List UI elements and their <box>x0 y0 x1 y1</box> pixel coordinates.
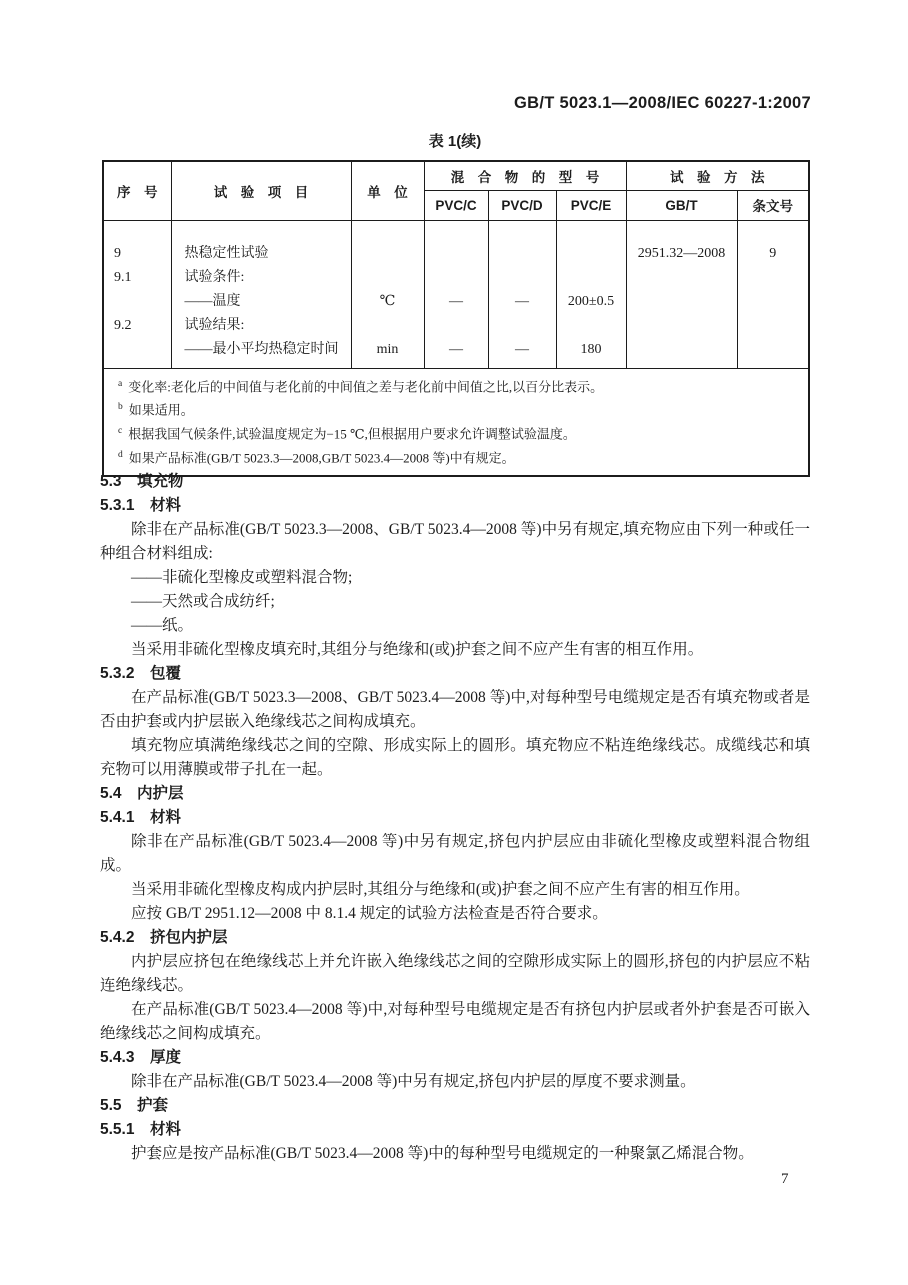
page-number: 7 <box>781 1171 789 1187</box>
cell-pvc-c: — — <box>424 220 488 368</box>
paragraph: 内护层应挤包在绝缘线芯上并允许嵌入绝缘线芯之间的空隙形成实际上的圆形,挤包的内护层应不粘连绝缘线芯。 <box>100 953 810 994</box>
section-heading-5-3: 5.3 填充物 <box>100 473 184 490</box>
col-header-item: 试 验 项 目 <box>171 161 351 220</box>
footnote-marker: c <box>118 426 123 437</box>
list-item: ——天然或合成纺纤; <box>131 593 275 610</box>
section-heading-5-3-1: 5.3.1 材料 <box>100 497 181 514</box>
paragraph: 当采用非硫化型橡皮构成内护层时,其组分与绝缘和(或)护套之间不应产生有害的相互作用。 <box>131 881 750 898</box>
footnote-text: 如果适用。 <box>128 402 194 418</box>
list-item: ——纸。 <box>131 617 194 634</box>
footnote-marker: d <box>118 449 123 460</box>
section-heading-5-4-3: 5.4.3 厚度 <box>100 1049 181 1066</box>
table-row <box>103 220 809 368</box>
cell-gbt: 2951.32—2008 <box>626 220 737 368</box>
cell-seq: 9 9.1 9.2 <box>103 220 171 368</box>
body-text <box>100 470 810 1166</box>
col-header-method-group: 试 验 方 法 <box>626 161 809 190</box>
paragraph: 填充物应填满绝缘线芯之间的空隙、形成实际上的圆形。填充物应不粘连绝缘线芯。成缆线芯和填充物可以用薄膜或带子扎在一起。 <box>100 737 810 778</box>
paragraph: 护套应是按产品标准(GB/T 5023.4—2008 等)中的每种型号电缆规定的一种聚氯乙烯混合物。 <box>131 1145 754 1162</box>
col-header-pvc-c: PVC/C <box>424 190 488 220</box>
col-header-pvc-d: PVC/D <box>488 190 556 220</box>
section-heading-5-5-1: 5.5.1 材料 <box>100 1121 181 1138</box>
test-methods-table <box>102 160 810 477</box>
table-footnote <box>118 397 794 421</box>
col-header-gbt: GB/T <box>626 190 737 220</box>
section-heading-5-4: 5.4 内护层 <box>100 785 184 802</box>
cell-item: 热稳定性试验 试验条件: ——温度 试验结果: ——最小平均热稳定时间 <box>171 220 351 368</box>
cell-pvc-e: 200±0.5 180 <box>556 220 626 368</box>
footnote-text: 变化率:老化后的中间值与老化前的中间值之差与老化前中间值之比,以百分比表示。 <box>128 378 604 394</box>
col-header-unit: 单 位 <box>351 161 424 220</box>
footnote-text: 如果产品标准(GB/T 5023.3—2008,GB/T 5023.4—2008 等)中有规定。 <box>128 450 515 466</box>
section-heading-5-5: 5.5 护套 <box>100 1097 169 1114</box>
section-heading-5-3-2: 5.3.2 包覆 <box>100 665 181 682</box>
paragraph: 当采用非硫化型橡皮填充时,其组分与绝缘和(或)护套之间不应产生有害的相互作用。 <box>131 641 704 658</box>
table-footnote <box>118 374 794 398</box>
footnote-marker: b <box>118 402 123 413</box>
list-item: ——非硫化型橡皮或塑料混合物; <box>131 569 353 586</box>
table-footnotes-row <box>103 368 809 476</box>
paragraph: 应按 GB/T 2951.12—2008 中 8.1.4 规定的试验方法检查是否符合要求。 <box>131 905 608 922</box>
paragraph: 除非在产品标准(GB/T 5023.4—2008 等)中另有规定,挤包内护层的厚度不要求测量。 <box>131 1073 696 1090</box>
col-header-clause: 条文号 <box>737 190 809 220</box>
cell-unit: ℃ min <box>351 220 424 368</box>
section-heading-5-4-2: 5.4.2 挤包内护层 <box>100 929 228 946</box>
table-title: 表 1(续) <box>428 133 482 150</box>
col-header-mixture-group: 混 合 物 的 型 号 <box>424 161 626 190</box>
paragraph: 在产品标准(GB/T 5023.3—2008、GB/T 5023.4—2008 等)中,对每种型号电缆规定是否有填充物或者是否由护套或内护层嵌入绝缘线芯之间构成填充。 <box>100 689 810 730</box>
table-footnote <box>118 421 794 445</box>
paragraph: 除非在产品标准(GB/T 5023.4—2008 等)中另有规定,挤包内护层应由非硫化型橡皮或塑料混合物组成。 <box>100 833 810 874</box>
table-footnotes <box>103 368 809 476</box>
cell-clause: 9 <box>737 220 809 368</box>
footnote-marker: a <box>118 378 123 389</box>
cell-pvc-d: — — <box>488 220 556 368</box>
paragraph: 在产品标准(GB/T 5023.4—2008 等)中,对每种型号电缆规定是否有挤包内护层或者外护套是否可嵌入绝缘线芯之间构成填充。 <box>100 1001 810 1042</box>
col-header-seq: 序 号 <box>103 161 171 220</box>
standard-number: GB/T 5023.1—2008/IEC 60227-1:2007 <box>514 94 811 112</box>
footnote-text: 根据我国气候条件,试验温度规定为−15 ℃,但根据用户要求允许调整试验温度。 <box>128 426 576 442</box>
table-footnote <box>118 445 794 469</box>
col-header-pvc-e: PVC/E <box>556 190 626 220</box>
paragraph: 除非在产品标准(GB/T 5023.3—2008、GB/T 5023.4—2008 等)中另有规定,填充物应由下列一种或任一种组合材料组成: <box>100 521 810 562</box>
section-heading-5-4-1: 5.4.1 材料 <box>100 809 181 826</box>
